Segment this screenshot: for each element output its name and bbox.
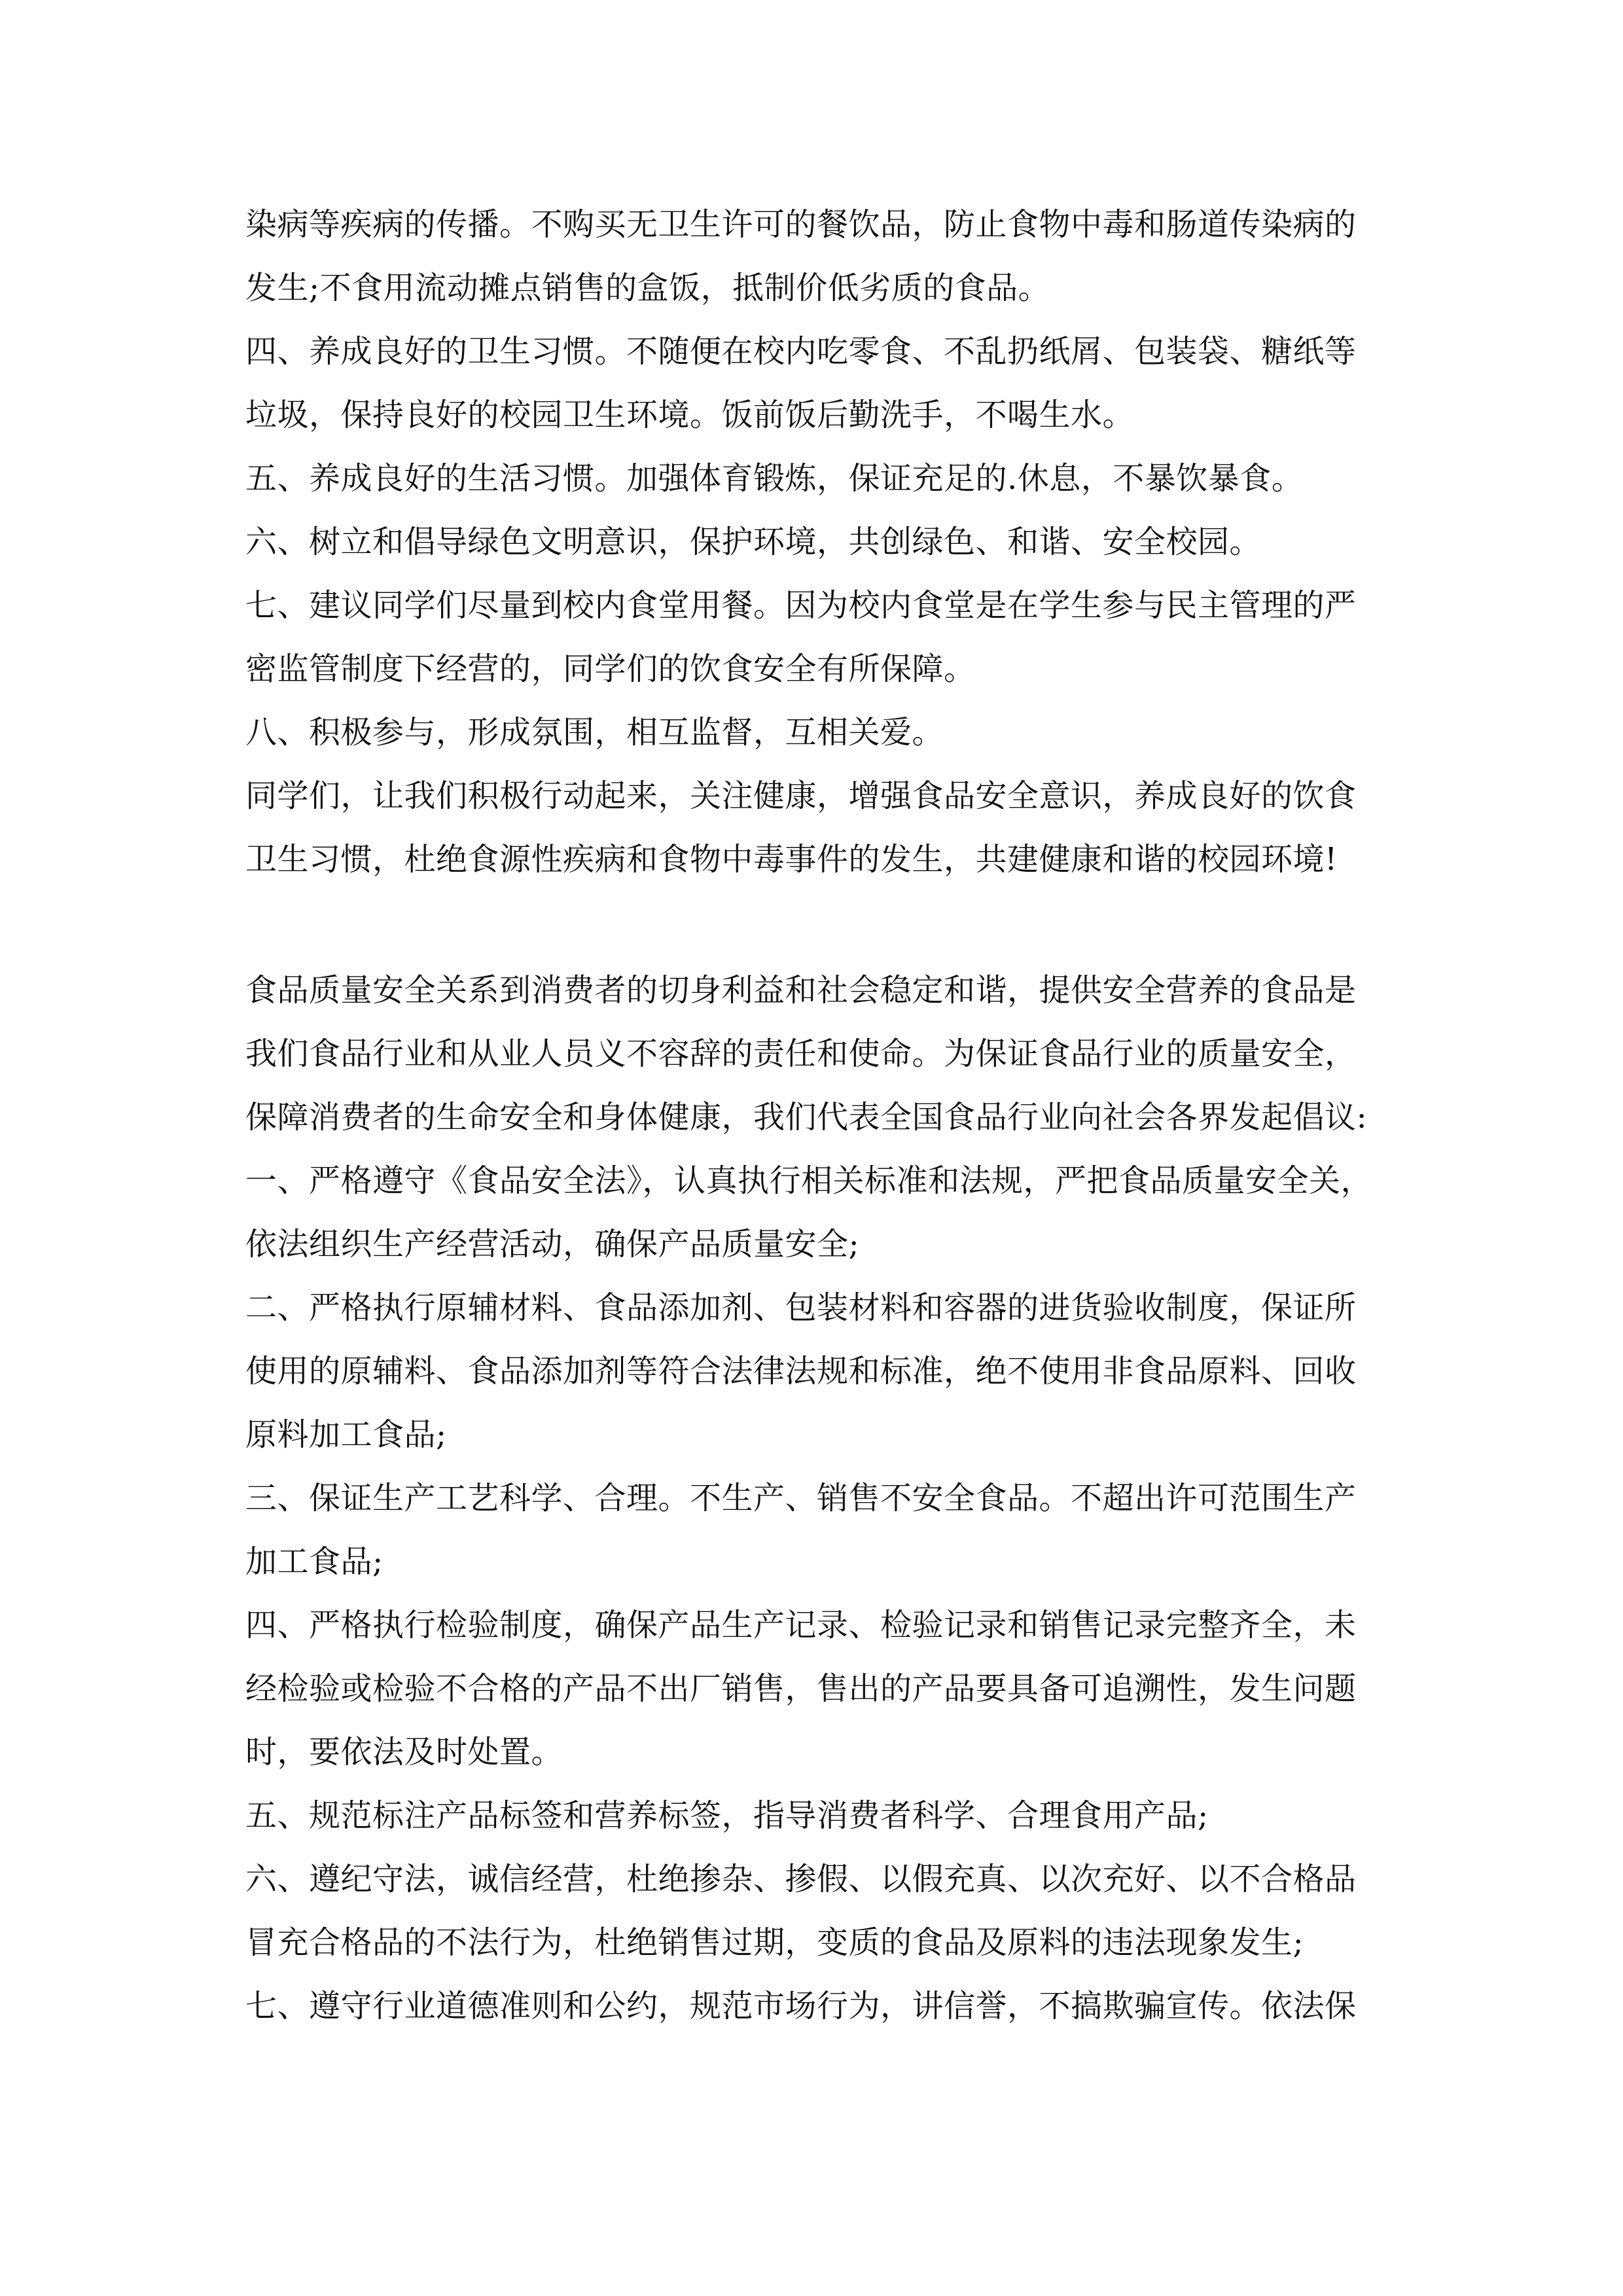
- text-line: 七、建议同学们尽量到校内食堂用餐。因为校内食堂是在学生参与民主管理的严: [245, 587, 1357, 624]
- text-line: 发生;不食用流动摊点销售的盒饭，抵制价低劣质的食品。: [245, 270, 1050, 306]
- text-line: 依法组织生产经营活动，确保产品质量安全;: [245, 1226, 860, 1263]
- text-line: 六、遵纪守法，诚信经营，杜绝掺杂、掺假、以假充真、以次充好、以不合格品: [245, 1861, 1357, 1897]
- text-line: 冒充合格品的不法行为，杜绝销售过期，变质的食品及原料的违法现象发生;: [245, 1924, 1304, 1961]
- text-line: 垃圾，保持良好的校园卫生环境。饭前饭后勤洗手，不喝生水。: [245, 397, 1135, 433]
- text-line: 同学们，让我们积极行动起来，关注健康，增强食品安全意识，养成良好的饮食: [245, 778, 1357, 814]
- text-line: 卫生习惯，杜绝食源性疾病和食物中毒事件的发生，共建健康和谐的校园环境!: [245, 841, 1338, 878]
- text-line: 保障消费者的生命安全和身体健康，我们代表全国食品行业向社会各界发起倡议:: [245, 1099, 1368, 1136]
- text-line: 染病等疾病的传播。不购买无卫生许可的餐饮品，防止食物中毒和肠道传染病的: [245, 206, 1357, 243]
- text-line: 一、严格遵守《食品安全法》，认真执行相关标准和法规，严把食品质量安全关，: [245, 1162, 1373, 1199]
- text-line: 食品质量安全关系到消费者的切身利益和社会稳定和谐，提供安全营养的食品是: [245, 972, 1357, 1009]
- text-line: 加工食品;: [245, 1543, 383, 1580]
- text-line: 七、遵守行业道德准则和公约，规范市场行为，讲信誉，不搞欺骗宣传。依法保: [245, 1988, 1357, 2024]
- text-line: 使用的原辅料、食品添加剂等符合法律法规和标准，绝不使用非食品原料、回收: [245, 1353, 1357, 1390]
- text-line: 五、规范标注产品标签和营养标签，指导消费者科学、合理食用产品;: [245, 1797, 1209, 1834]
- text-line: 经检验或检验不合格的产品不出厂销售，售出的产品要具备可追溯性，发生问题: [245, 1670, 1357, 1707]
- text-line: 八、积极参与，形成氛围，相互监督，互相关爱。: [245, 714, 944, 751]
- text-line: 密监管制度下经营的，同学们的饮食安全有所保障。: [245, 651, 976, 687]
- section-student-food-safety: [245, 193, 1397, 891]
- text-line: 时，要依法及时处置。: [245, 1734, 563, 1770]
- text-line: 四、严格执行检验制度，确保产品生产记录、检验记录和销售记录完整齐全，未: [245, 1607, 1357, 1643]
- text-line: 我们食品行业和从业人员义不容辞的责任和使命。为保证食品行业的质量安全，: [245, 1035, 1357, 1072]
- text-line: 原料加工食品;: [245, 1416, 447, 1453]
- text-line: 三、保证生产工艺科学、合理。不生产、销售不安全食品。不超出许可范围生产: [245, 1480, 1357, 1516]
- section-industry-initiative: [245, 959, 1397, 2038]
- text-line: 二、严格执行原辅材料、食品添加剂、包装材料和容器的进货验收制度，保证所: [245, 1289, 1357, 1326]
- text-line: 四、养成良好的卫生习惯。不随便在校内吃零食、不乱扔纸屑、包装袋、糖纸等: [245, 333, 1357, 370]
- text-line: 六、树立和倡导绿色文明意识，保护环境，共创绿色、和谐、安全校园。: [245, 524, 1262, 560]
- text-line: 五、养成良好的生活习惯。加强体育锻炼，保证充足的.休息，不暴饮暴食。: [245, 460, 1304, 497]
